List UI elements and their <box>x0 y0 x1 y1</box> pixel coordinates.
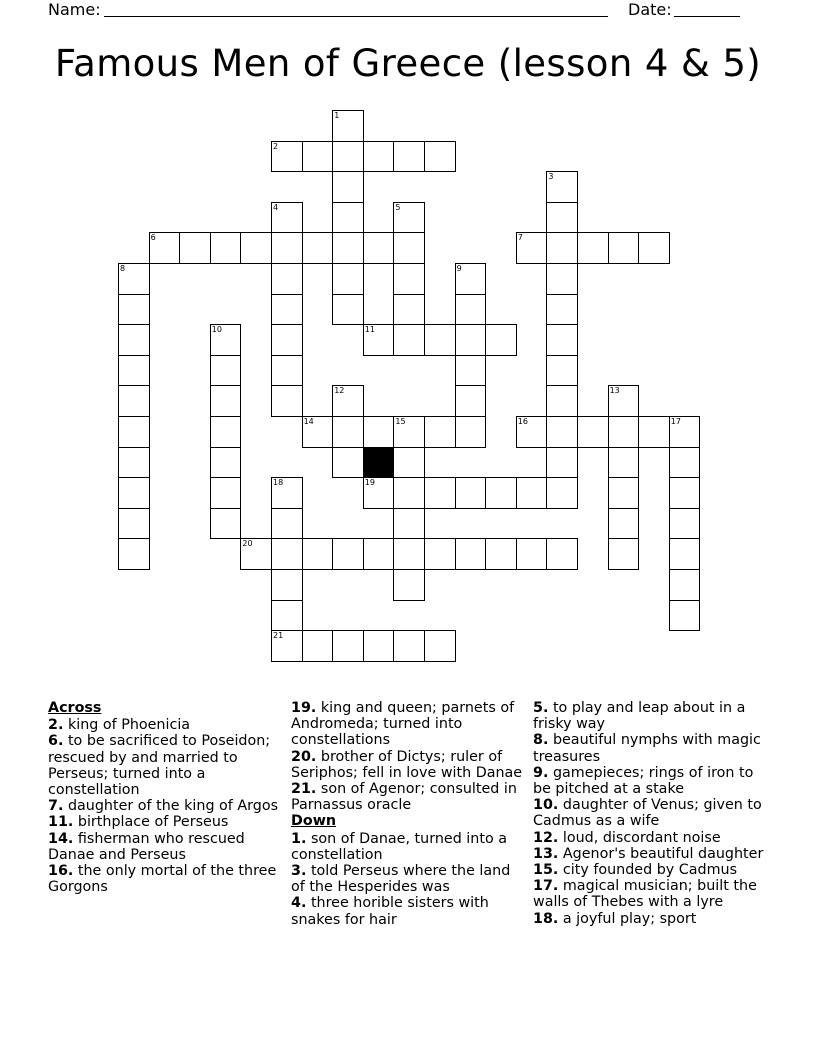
clue-number-label: 13. <box>533 845 559 862</box>
grid-cell[interactable] <box>332 171 364 203</box>
grid-cell[interactable] <box>332 110 364 142</box>
clue-number: 12 <box>334 386 345 396</box>
clue-item <box>48 798 284 814</box>
grid-cell[interactable] <box>332 232 364 264</box>
grid-cell[interactable] <box>332 202 364 234</box>
grid-cell[interactable] <box>546 324 578 356</box>
grid-cell[interactable] <box>455 477 487 509</box>
clue-number-label: 19. <box>291 700 317 716</box>
date-label: Date: <box>628 0 672 19</box>
grid-cell[interactable] <box>118 416 150 448</box>
clue-text: three horible sisters with snakes for hair <box>291 895 489 928</box>
grid-cell[interactable] <box>608 447 640 479</box>
grid-cell[interactable] <box>271 202 303 234</box>
grid-cell[interactable] <box>424 324 456 356</box>
grid-cell[interactable] <box>546 263 578 295</box>
grid-cell[interactable] <box>393 202 425 234</box>
name-label: Name: <box>48 0 101 19</box>
clue-item <box>48 863 284 895</box>
grid-cell[interactable] <box>669 447 701 479</box>
grid-cell[interactable] <box>455 538 487 570</box>
grid-cell[interactable] <box>179 232 211 264</box>
grid-cell[interactable] <box>424 477 456 509</box>
grid-cell[interactable] <box>118 324 150 356</box>
grid-cell[interactable] <box>455 355 487 387</box>
grid-cell[interactable] <box>669 477 701 509</box>
clue-number: 8 <box>120 264 126 273</box>
grid-cell[interactable] <box>516 416 548 448</box>
grid-cell[interactable] <box>118 538 150 570</box>
clue-item <box>533 732 769 764</box>
grid-cell[interactable] <box>118 263 150 295</box>
grid-cell[interactable] <box>363 538 395 570</box>
clue-number: 19 <box>364 478 375 488</box>
grid-cell[interactable] <box>363 232 395 264</box>
clue-number-label: 21. <box>291 781 317 798</box>
grid-cell[interactable] <box>271 569 303 601</box>
clue-number: 9 <box>456 264 462 273</box>
grid-cell[interactable] <box>118 355 150 387</box>
clue-number: 15 <box>395 417 406 426</box>
down-header: Down <box>291 813 337 830</box>
clue-text: brother of Dictys; ruler of Seriphos; fell in love with Danae <box>291 748 523 781</box>
clue-number: 16 <box>517 417 528 426</box>
grid-cell[interactable] <box>118 477 150 509</box>
grid-cell[interactable] <box>271 600 303 632</box>
clue-number: 20 <box>242 539 253 549</box>
grid-cell[interactable] <box>393 477 425 509</box>
grid-cell[interactable] <box>485 538 517 570</box>
clue-item <box>291 831 527 863</box>
grid-cell[interactable] <box>608 538 640 570</box>
grid-cell[interactable] <box>424 538 456 570</box>
grid-cell[interactable] <box>393 263 425 295</box>
clue-item <box>533 797 769 829</box>
clue-item <box>533 911 769 927</box>
clue-text: a joyful play; sport <box>562 910 697 927</box>
clue-text: daughter of the king of Argos <box>67 798 279 815</box>
grid-cell[interactable] <box>608 385 640 417</box>
grid-cell[interactable] <box>210 324 242 356</box>
grid-cell[interactable] <box>546 477 578 509</box>
grid-cell[interactable] <box>363 141 395 173</box>
grid-cell[interactable] <box>393 569 425 601</box>
clue-number-label: 7. <box>48 798 64 815</box>
grid-cell[interactable] <box>577 416 609 448</box>
puzzle-title: Famous Men of Greece (lesson 4 & 5) <box>54 42 762 85</box>
grid-cell[interactable] <box>577 232 609 264</box>
grid-cell[interactable] <box>332 294 364 326</box>
clue-text: beautiful nymphs with magic treasures <box>533 732 761 765</box>
grid-cell[interactable] <box>118 447 150 479</box>
clue-number-label: 5. <box>533 700 549 716</box>
clue-text: to play and leap about in a frisky way <box>533 700 746 733</box>
grid-cell[interactable] <box>638 416 670 448</box>
grid-cell[interactable] <box>393 324 425 356</box>
grid-cell[interactable] <box>455 324 487 356</box>
grid-cell[interactable] <box>393 447 425 479</box>
grid-cell[interactable] <box>302 538 334 570</box>
clue-text: gamepieces; rings of iron to be pitched at a stake <box>533 764 754 798</box>
clue-text: son of Danae, turned into a constellation <box>291 830 508 863</box>
grid-cell[interactable] <box>393 508 425 540</box>
grid-cell[interactable] <box>669 416 701 448</box>
grid-cell[interactable] <box>455 416 487 448</box>
clue-number: 21 <box>273 631 284 641</box>
clue-number: 2 <box>273 141 279 151</box>
grid-cell[interactable] <box>455 263 487 295</box>
grid-cell[interactable] <box>393 416 425 448</box>
clue-item <box>291 781 527 813</box>
clue-number: 4 <box>273 202 279 212</box>
grid-cell[interactable] <box>149 232 181 264</box>
clue-text: city founded by Cadmus <box>562 862 738 879</box>
clue-number: 7 <box>517 233 523 243</box>
clue-number-label: 9. <box>533 764 549 781</box>
grid-cell[interactable] <box>363 324 395 356</box>
clue-item <box>533 765 769 797</box>
clue-number: 1 <box>334 111 340 120</box>
clue-number: 3 <box>548 172 554 182</box>
grid-cell[interactable] <box>393 294 425 326</box>
grid-cell[interactable] <box>332 385 364 417</box>
clue-text: son of Agenor; consulted in Parnassus oracle <box>291 781 517 814</box>
clue-item <box>291 895 527 927</box>
grid-cell[interactable] <box>363 630 395 662</box>
black-cell <box>363 447 395 479</box>
grid-cell[interactable] <box>332 538 364 570</box>
grid-cell[interactable] <box>546 416 578 448</box>
clue-number-label: 4. <box>291 895 307 912</box>
grid-cell[interactable] <box>424 416 456 448</box>
clue-number-label: 12. <box>533 829 559 846</box>
grid-cell[interactable] <box>210 416 242 448</box>
grid-cell[interactable] <box>393 538 425 570</box>
grid-cell[interactable] <box>455 294 487 326</box>
grid-cell[interactable] <box>485 477 517 509</box>
grid-cell[interactable] <box>271 538 303 570</box>
clue-text: loud, discordant noise <box>562 829 721 846</box>
grid-cell[interactable] <box>271 630 303 662</box>
grid-cell[interactable] <box>240 232 272 264</box>
grid-cell[interactable] <box>485 324 517 356</box>
grid-cell[interactable] <box>210 508 242 540</box>
grid-cell[interactable] <box>271 508 303 540</box>
grid-cell[interactable] <box>424 630 456 662</box>
grid-cell[interactable] <box>271 324 303 356</box>
clue-number-label: 3. <box>291 863 307 880</box>
clue-text: the only mortal of the three Gorgons <box>48 863 277 896</box>
clue-number-label: 17. <box>533 878 559 895</box>
grid-cell[interactable] <box>271 385 303 417</box>
clue-number-label: 16. <box>48 863 74 880</box>
grid-cell[interactable] <box>424 141 456 173</box>
clue-number-label: 6. <box>48 733 64 750</box>
grid-cell[interactable] <box>332 416 364 448</box>
clues-column-1 <box>48 700 284 895</box>
grid-cell[interactable] <box>302 232 334 264</box>
grid-cell[interactable] <box>118 294 150 326</box>
clue-item <box>48 717 284 733</box>
clue-text: told Perseus where the land of the Hesperides was <box>291 863 511 896</box>
grid-cell[interactable] <box>271 355 303 387</box>
clue-number-label: 2. <box>48 717 64 734</box>
clues-column-2 <box>291 700 527 928</box>
clue-item <box>291 700 527 749</box>
grid-cell[interactable] <box>302 416 334 448</box>
grid-cell[interactable] <box>332 263 364 295</box>
across-header: Across <box>48 700 102 716</box>
grid-cell[interactable] <box>363 416 395 448</box>
grid-cell[interactable] <box>332 630 364 662</box>
grid-cell[interactable] <box>302 630 334 662</box>
grid-cell[interactable] <box>516 232 548 264</box>
grid-cell[interactable] <box>393 630 425 662</box>
clue-item <box>533 830 769 846</box>
clue-text: king and queen; parnets of Andromeda; turned into constellations <box>291 700 515 749</box>
grid-cell[interactable] <box>332 447 364 479</box>
grid-cell[interactable] <box>608 232 640 264</box>
grid-cell[interactable] <box>546 447 578 479</box>
clue-item <box>533 846 769 862</box>
grid-cell[interactable] <box>638 232 670 264</box>
grid-cell[interactable] <box>546 294 578 326</box>
grid-cell[interactable] <box>271 141 303 173</box>
clue-number: 17 <box>670 417 681 426</box>
clue-text: Agenor's beautiful daughter <box>562 845 764 862</box>
grid-cell[interactable] <box>118 508 150 540</box>
clue-number: 18 <box>273 478 284 488</box>
clue-number: 5 <box>395 202 401 212</box>
grid-cell[interactable] <box>546 355 578 387</box>
grid-cell[interactable] <box>669 569 701 601</box>
grid-cell[interactable] <box>302 141 334 173</box>
grid-cell[interactable] <box>516 477 548 509</box>
clue-item <box>533 700 769 732</box>
grid-cell[interactable] <box>546 232 578 264</box>
grid-cell[interactable] <box>210 477 242 509</box>
clue-number-label: 15. <box>533 862 559 879</box>
clue-number-label: 10. <box>533 797 559 814</box>
clue-number-label: 18. <box>533 910 559 927</box>
grid-cell[interactable] <box>332 141 364 173</box>
grid-cell[interactable] <box>271 477 303 509</box>
clues-column-3 <box>533 700 769 927</box>
clue-number: 13 <box>609 386 620 396</box>
clue-text: daughter of Venus; given to Cadmus as a wife <box>533 797 762 830</box>
clue-text: birthplace of Perseus <box>77 814 229 831</box>
grid-cell[interactable] <box>546 538 578 570</box>
grid-cell[interactable] <box>271 263 303 295</box>
clue-number-label: 11. <box>48 814 74 831</box>
grid-cell[interactable] <box>608 508 640 540</box>
clue-number: 14 <box>303 417 314 426</box>
grid-cell[interactable] <box>669 538 701 570</box>
clue-text: fisherman who rescued Danae and Perseus <box>48 830 245 863</box>
clue-text: king of Phoenicia <box>67 717 191 734</box>
clue-item <box>48 733 284 798</box>
grid-cell[interactable] <box>608 416 640 448</box>
clue-number-label: 8. <box>533 732 549 749</box>
grid-cell[interactable] <box>271 232 303 264</box>
grid-cell[interactable] <box>210 355 242 387</box>
clue-number-label: 1. <box>291 830 307 847</box>
clue-number-label: 14. <box>48 830 74 847</box>
grid-cell[interactable] <box>455 385 487 417</box>
grid-cell[interactable] <box>393 141 425 173</box>
grid-cell[interactable] <box>546 385 578 417</box>
clue-item <box>291 863 527 895</box>
clue-text: magical musician; built the walls of Thebes with a lyre <box>533 878 757 911</box>
grid-cell[interactable] <box>669 600 701 632</box>
clue-number: 10 <box>211 325 222 335</box>
grid-cell[interactable] <box>393 232 425 264</box>
grid-cell[interactable] <box>669 508 701 540</box>
clue-number: 6 <box>150 233 156 243</box>
grid-cell[interactable] <box>240 538 272 570</box>
grid-cell[interactable] <box>546 202 578 234</box>
grid-cell[interactable] <box>210 447 242 479</box>
grid-cell[interactable] <box>516 538 548 570</box>
grid-cell[interactable] <box>271 294 303 326</box>
clue-number: 11 <box>364 325 375 335</box>
grid-cell[interactable] <box>608 477 640 509</box>
clue-number-label: 20. <box>291 748 317 765</box>
grid-cell[interactable] <box>363 477 395 509</box>
grid-cell[interactable] <box>118 385 150 417</box>
clue-item <box>48 814 284 830</box>
clue-item <box>48 831 284 863</box>
grid-cell[interactable] <box>210 385 242 417</box>
grid-cell[interactable] <box>546 171 578 203</box>
clue-text: to be sacrificed to Poseidon; rescued by and married to Perseus; turned into a constellation <box>48 733 271 799</box>
clue-item <box>291 749 527 781</box>
grid-cell[interactable] <box>210 232 242 264</box>
clue-item <box>533 862 769 878</box>
clue-item <box>533 878 769 910</box>
